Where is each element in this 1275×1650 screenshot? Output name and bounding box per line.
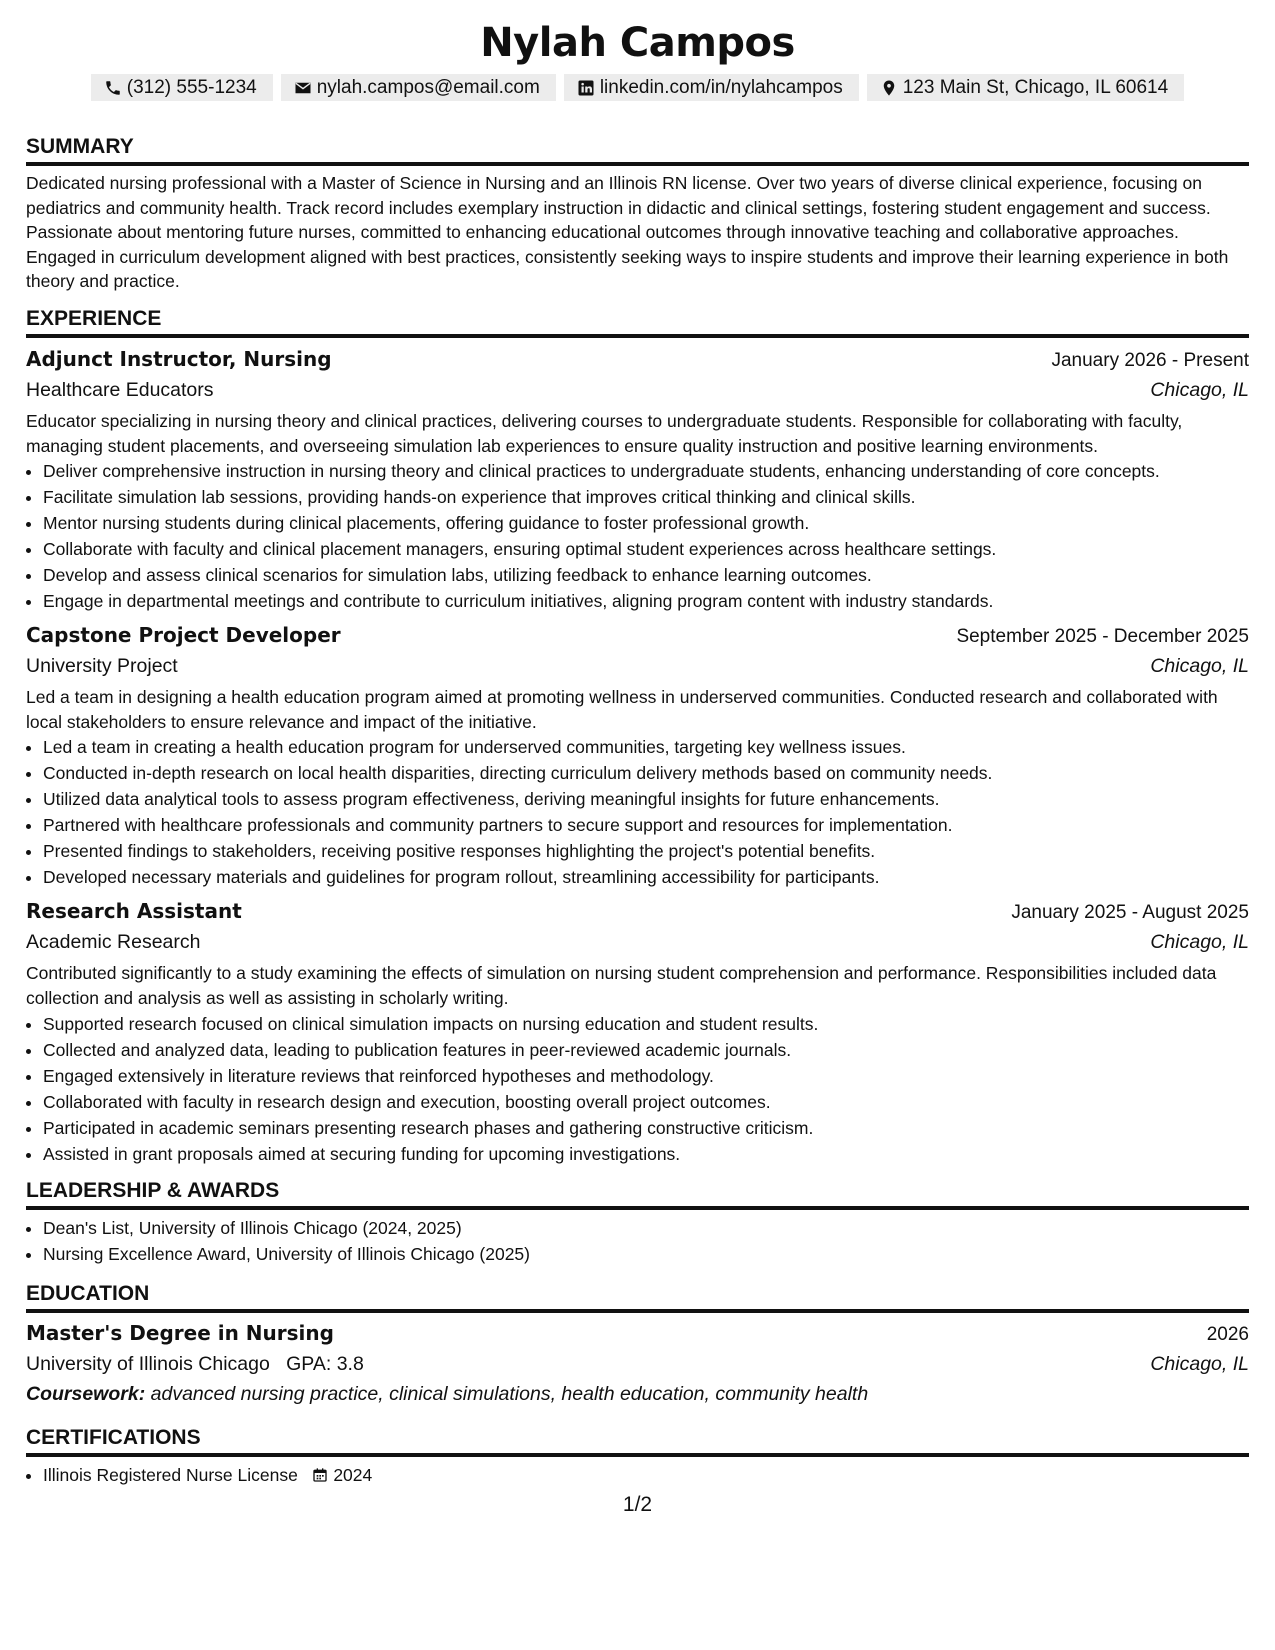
- degree-title: Master's Degree in Nursing: [26, 1320, 334, 1345]
- leadership-section: [26, 1177, 1249, 1267]
- calendar-icon: [312, 1467, 328, 1483]
- school-name: University of Illinois Chicago: [26, 1352, 270, 1375]
- section-title-leadership: LEADERSHIP & AWARDS: [26, 1177, 1249, 1210]
- job-organization: Healthcare Educators: [26, 378, 214, 401]
- job-bullets: [26, 1011, 1249, 1167]
- list-item: • Assisted in grant proposals aimed at securing funding for upcoming investigations.: [43, 1141, 1249, 1167]
- education-section: [26, 1280, 1249, 1409]
- contact-linkedin[interactable]: [564, 74, 859, 101]
- contact-address: [867, 74, 1184, 101]
- linkedin-icon: [577, 79, 595, 97]
- certification-year: 2024: [333, 1464, 373, 1485]
- experience-section: [26, 305, 1249, 1167]
- summary-text: Dedicated nursing professional with a Master of Science in Nursing and an Illinois RN license. Over two years of diverse clinical experience, focusing on pediatrics and community health. Track record includes exemplary instruction in didactic and clinical settings, fostering student engagement and success. Passionate about mentoring future nurses, committed to enhancing educational outcomes through innovative teaching and collaborative approaches. Engaged in curriculum development aligned with best practices, consistently seeking ways to inspire students and improve their learning experience in both theory and practice.: [26, 173, 1229, 292]
- certification-name: Illinois Registered Nurse License: [43, 1464, 298, 1485]
- list-item: • Facilitate simulation lab sessions, providing hands-on experience that improves critical thinking and clinical skills.: [43, 484, 1249, 510]
- job-title: Adjunct Instructor, Nursing: [26, 346, 332, 371]
- list-item: • Engage in departmental meetings and contribute to curriculum initiatives, aligning program content with industry standards.: [43, 588, 1249, 614]
- school-location: Chicago, IL: [1150, 1352, 1249, 1375]
- list-item: • Mentor nursing students during clinical placements, offering guidance to foster professional growth.: [43, 510, 1249, 536]
- job-location: Chicago, IL: [1150, 931, 1249, 954]
- resume-page: [26, 18, 1249, 1488]
- job-description: Contributed significantly to a study examining the effects of simulation on nursing student comprehension and performance. Responsibilities included data collection and analysis as well as assisting in scholarly writing.: [26, 963, 1217, 1008]
- section-title-experience: EXPERIENCE: [26, 305, 1249, 338]
- contact-bar: [26, 74, 1249, 101]
- coursework-label: Coursework:: [26, 1382, 146, 1405]
- contact-phone[interactable]: [91, 74, 273, 101]
- job-description: Educator specializing in nursing theory and clinical practices, delivering courses to undergraduate students. Responsible for collaborating with faculty, managing student placements, and overseeing simulation lab experiences to ensure quality instruction and positive learning environments.: [26, 410, 1183, 456]
- list-item: • Engaged extensively in literature reviews that reinforced hypotheses and methodology.: [43, 1063, 1249, 1089]
- linkedin-text: linkedin.com/in/nylahcampos: [599, 77, 843, 98]
- job-title: Capstone Project Developer: [26, 623, 341, 648]
- map-pin-icon: [880, 79, 898, 97]
- job-date: January 2026 - Present: [1051, 349, 1249, 371]
- certifications-list: [26, 1462, 1249, 1488]
- list-item: • Participated in academic seminars presenting research phases and gathering constructive criticism.: [43, 1115, 1249, 1141]
- list-item: • Partnered with healthcare professionals and community partners to secure support and resources for implementation.: [43, 812, 1249, 838]
- list-item: • Led a team in creating a health education program for underserved communities, targeting key wellness issues.: [43, 734, 1249, 760]
- job-entry: [26, 620, 1249, 890]
- list-item: • Collaborate with faculty and clinical placement managers, ensuring optimal student experiences across healthcare settings.: [43, 536, 1249, 562]
- list-item: • Presented findings to stakeholders, receiving positive responses highlighting the project's potential benefits.: [43, 838, 1249, 864]
- awards-list: [26, 1215, 1249, 1267]
- phone-text: (312) 555-1234: [126, 77, 257, 98]
- job-bullets: [26, 734, 1249, 890]
- list-item: • Develop and assess clinical scenarios for simulation labs, utilizing feedback to enhance learning outcomes.: [43, 562, 1249, 588]
- school-line: [26, 1350, 364, 1379]
- section-title-education: EDUCATION: [26, 1280, 1249, 1313]
- email-text: nylah.campos@email.com: [316, 77, 540, 98]
- job-date: January 2025 - August 2025: [1011, 902, 1249, 924]
- list-item: • Collaborated with faculty in research design and execution, boosting overall project outcomes.: [43, 1089, 1249, 1115]
- gpa: GPA: 3.8: [286, 1352, 364, 1375]
- list-item: • Developed necessary materials and guidelines for program rollout, streamlining accessibility for participants.: [43, 864, 1249, 890]
- summary-section: [26, 133, 1249, 294]
- job-date: September 2025 - December 2025: [956, 626, 1249, 648]
- job-title: Research Assistant: [26, 899, 242, 924]
- list-item: • Collected and analyzed data, leading to publication features in peer-reviewed academic journals.: [43, 1037, 1249, 1063]
- list-item: [43, 1462, 1249, 1488]
- job-organization: University Project: [26, 655, 178, 678]
- page-number: 1/2: [622, 1493, 653, 1516]
- section-title-summary: SUMMARY: [26, 133, 1249, 166]
- certifications-section: [26, 1424, 1249, 1488]
- address-text: 123 Main St, Chicago, IL 60614: [902, 77, 1169, 98]
- list-item: • Supported research focused on clinical simulation impacts on nursing education and student results.: [43, 1011, 1249, 1037]
- phone-icon: [104, 79, 122, 97]
- list-item: • Conducted in-depth research on local health disparities, directing curriculum delivery methods based on community needs.: [43, 760, 1249, 786]
- list-item: • Nursing Excellence Award, University of Illinois Chicago (2025): [43, 1241, 1249, 1267]
- coursework-text: advanced nursing practice, clinical simulations, health education, community health: [150, 1382, 869, 1405]
- job-organization: Academic Research: [26, 931, 201, 954]
- envelope-icon: [294, 79, 312, 97]
- job-description: Led a team in designing a health education program aimed at promoting wellness in underserved communities. Conducted research and collaborated with local stakeholders to ensure relevance and impact of the initiative.: [26, 687, 1218, 732]
- candidate-name: Nylah Campos: [480, 20, 795, 66]
- job-entry: [26, 344, 1249, 614]
- job-location: Chicago, IL: [1150, 655, 1249, 678]
- contact-email[interactable]: [281, 74, 556, 101]
- list-item: • Utilized data analytical tools to assess program effectiveness, deriving meaningful insights for future enhancements.: [43, 786, 1249, 812]
- job-bullets: [26, 458, 1249, 614]
- graduation-year: 2026: [1206, 1323, 1249, 1345]
- section-title-certifications: CERTIFICATIONS: [26, 1424, 1249, 1457]
- list-item: • Dean's List, University of Illinois Chicago (2024, 2025): [43, 1215, 1249, 1241]
- list-item: • Deliver comprehensive instruction in nursing theory and clinical practices to undergraduate students, enhancing understanding of core concepts.: [43, 458, 1249, 484]
- job-location: Chicago, IL: [1150, 378, 1249, 401]
- job-entry: [26, 896, 1249, 1166]
- coursework-line: [26, 1379, 1249, 1409]
